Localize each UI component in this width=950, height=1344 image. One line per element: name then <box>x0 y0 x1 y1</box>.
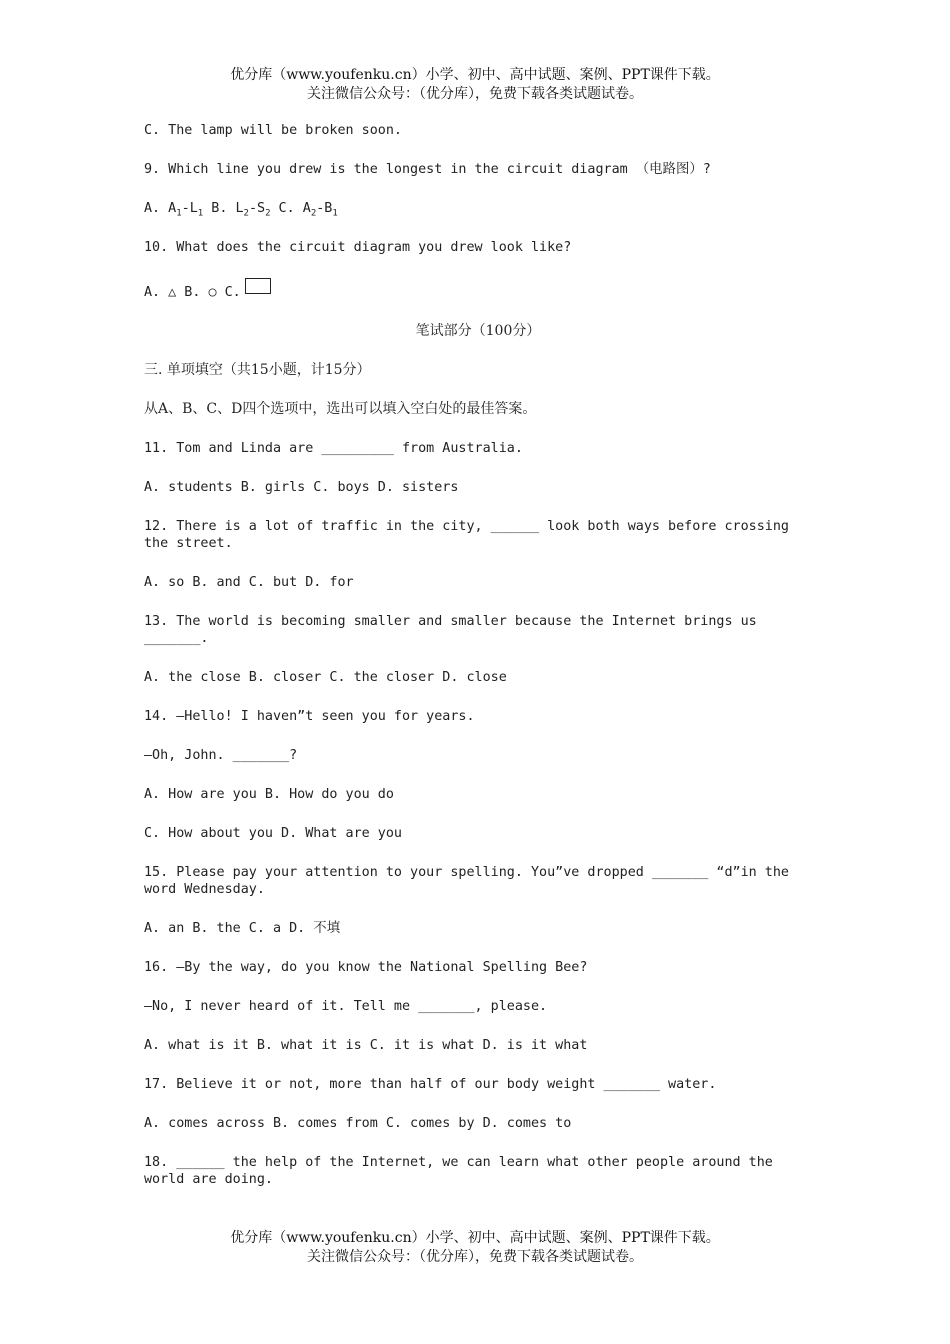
header-line-2: 关注微信公众号：（优分库），免费下载各类试题试卷。 <box>307 86 643 102</box>
written-part-title: 笔试部分（100分） <box>415 323 541 339</box>
header-line-1: 优分库（www.youfenku.cn）小学、初中、高中试题、案例、PPT课件下载。 <box>230 67 720 83</box>
question-stem: 18. ______ the help of the Internet, we can learn what other people around the world are doing. <box>144 1155 773 1187</box>
question-option-line: A. an B. the C. a D. 不填 <box>144 921 341 936</box>
page-header <box>0 66 950 104</box>
question-stem: 13. The world is becoming smaller and smaller because the Internet brings us _______. <box>144 614 757 646</box>
question-stem: 12. There is a lot of traffic in the city, ______ look both ways before crossing the street. <box>144 519 789 551</box>
question-option-line: A. comes across B. comes from C. comes by D. comes to <box>144 1116 572 1131</box>
question-option-line: A. so B. and C. but D. for <box>144 575 354 590</box>
q10-options: A. △ B. ○ C. <box>144 278 812 301</box>
question-option-line: —No, I never heard of it. Tell me _______, please. <box>144 999 548 1014</box>
q9-options: A. $A_1-L_1$ B. $L_2-S_2$ C. $A_2-B_1$ <box>144 201 338 219</box>
question-option-line: C. How about you D. What are you <box>144 826 402 841</box>
question-9: 9. Which line you drew is the longest in the circuit diagram （电路图）? <box>144 162 711 177</box>
page-footer <box>0 1229 950 1267</box>
rectangle-shape-icon <box>245 278 271 294</box>
section-3-title: 三. 单项填空（共15小题，计15分） <box>144 362 371 378</box>
question-option-line: A. what is it B. what it is C. it is what D. is it what <box>144 1038 588 1053</box>
question-option-line: A. the close B. closer C. the closer D. close <box>144 670 507 685</box>
question-option-line: A. How are you B. How do you do <box>144 787 394 802</box>
footer-line-2: 关注微信公众号：（优分库），免费下载各类试题试卷。 <box>307 1249 643 1265</box>
question-stem: 14. —Hello! I haven”t seen you for years. <box>144 709 475 724</box>
question-10: 10. What does the circuit diagram you drew look like? <box>144 240 572 255</box>
question-stem: 15. Please pay your attention to your spelling. You”ve dropped _______ “d”in the word Wednesday. <box>144 865 789 897</box>
question-list <box>144 440 812 1188</box>
question-option-line: —Oh, John. _______? <box>144 748 298 763</box>
question-stem: 17. Believe it or not, more than half of our body weight _______ water. <box>144 1077 717 1092</box>
question-stem: 11. Tom and Linda are _________ from Australia. <box>144 441 523 456</box>
document-body <box>144 122 812 1210</box>
question-option-line: A. students B. girls C. boys D. sisters <box>144 480 459 495</box>
question-stem: 16. —By the way, do you know the National Spelling Bee? <box>144 960 588 975</box>
section-3-instruction: 从A、B、C、D四个选项中，选出可以填入空白处的最佳答案。 <box>144 401 537 417</box>
footer-line-1: 优分库（www.youfenku.cn）小学、初中、高中试题、案例、PPT课件下载。 <box>230 1230 720 1246</box>
q8-option-c: C. The lamp will be broken soon. <box>144 123 402 138</box>
